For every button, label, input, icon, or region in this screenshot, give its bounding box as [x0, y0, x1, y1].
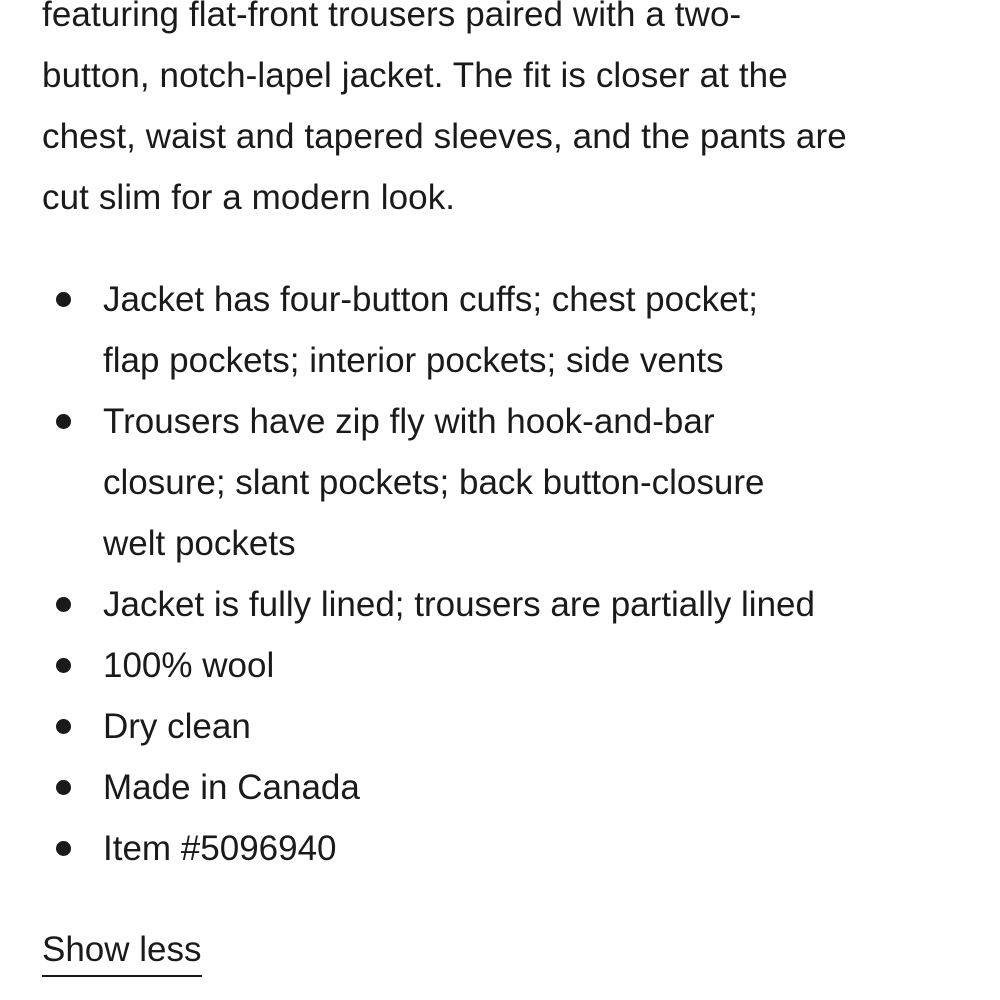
- list-item: [42, 269, 922, 391]
- list-item-text: Made in Canada: [103, 768, 360, 807]
- list-item: [42, 635, 922, 696]
- bullet-icon: [56, 780, 71, 795]
- list-item: [42, 757, 922, 818]
- bullet-icon: [56, 292, 71, 307]
- bullet-icon: [56, 658, 71, 673]
- list-item-text: Trousers have zip fly with hook-and-bar closure; slant pockets; back button-closure welt pockets: [103, 402, 765, 563]
- product-features-list: [42, 269, 922, 879]
- list-item-text: Jacket is fully lined; trousers are partially lined: [103, 585, 815, 624]
- list-item: [42, 696, 922, 757]
- bullet-icon: [56, 597, 71, 612]
- product-details-section: [42, 0, 972, 868]
- list-item-text: Jacket has four-button cuffs; chest pocket; flap pockets; interior pockets; side vents: [103, 280, 758, 380]
- list-item: [42, 574, 922, 635]
- bullet-icon: [56, 719, 71, 734]
- list-item: [42, 391, 922, 574]
- list-item-text: Dry clean: [103, 707, 251, 746]
- list-item: [42, 818, 922, 879]
- list-item-text: Item #5096940: [103, 829, 337, 868]
- show-less-link[interactable]: Show less: [42, 928, 202, 977]
- list-item-text: 100% wool: [103, 646, 275, 685]
- product-description: featuring flat-front trousers paired with a two- button, notch-lapel jacket. The fit is closer at the chest, waist and tapered sleeves, and the pants are cut slim for a modern look.: [42, 0, 847, 217]
- bullet-icon: [56, 414, 71, 429]
- bullet-icon: [56, 841, 71, 856]
